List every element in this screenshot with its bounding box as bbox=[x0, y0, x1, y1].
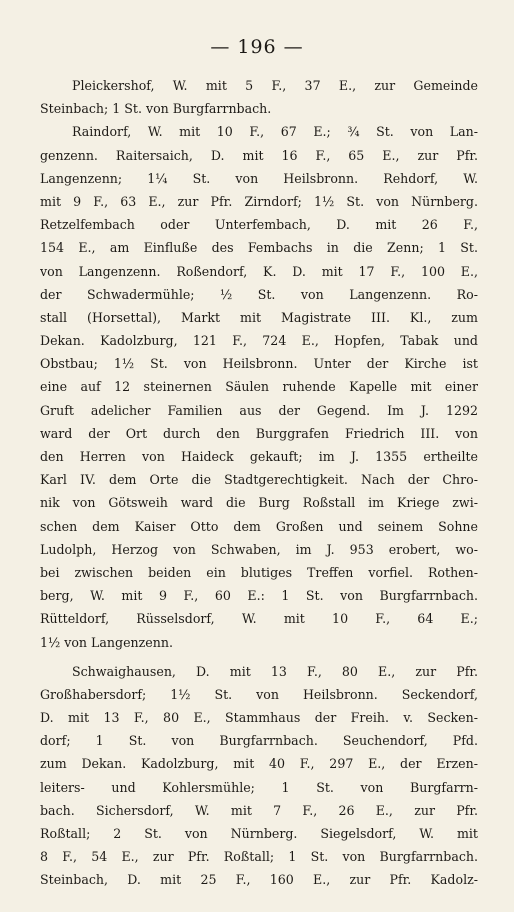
text-line: mit 9 F., 63 E., zur Pfr. Zirndorf; 1½ St. von Nürnberg. bbox=[40, 193, 478, 209]
text-line: genzenn. Raitersaich, D. mit 16 F., 65 E., zur Pfr. bbox=[40, 147, 478, 163]
page-number: — 196 — bbox=[210, 36, 304, 58]
text-line: Gruft adelicher Familien aus der Gegend. Im J. 1292 bbox=[40, 402, 478, 418]
text-line: berg, W. mit 9 F., 60 E.: 1 St. von Burgfarrnbach. bbox=[40, 588, 478, 604]
text-line: der Schwadermühle; ½ St. von Langenzenn. Ro- bbox=[40, 286, 478, 302]
text-line: Dekan. Kadolzburg, 121 F., 724 E., Hopfen, Tabak und bbox=[40, 333, 478, 349]
text-line: Steinbach, D. mit 25 F., 160 E., zur Pfr. Kadolz- bbox=[40, 872, 478, 888]
text-line: leiters- und Kohlersmühle; 1 St. von Burgfarrn- bbox=[40, 779, 478, 795]
text-line: Steinbach; 1 St. von Burgfarrnbach. bbox=[40, 101, 272, 117]
text-line: Ludolph, Herzog von Schwaben, im J. 953 erobert, wo- bbox=[40, 541, 478, 557]
text-line: bach. Sichersdorf, W. mit 7 F., 26 E., zur Pfr. bbox=[40, 802, 478, 818]
text-line: Großhabersdorf; 1½ St. von Heilsbronn. Seckendorf, bbox=[40, 686, 478, 702]
text-line: stall (Horsettal), Markt mit Magistrate III. Kl., zum bbox=[40, 309, 478, 325]
text-line: nik von Götsweih ward die Burg Roßstall im Kriege zwi- bbox=[40, 495, 478, 511]
text-line: Langenzenn; 1¼ St. von Heilsbronn. Rehdorf, W. bbox=[40, 170, 478, 186]
text-line: Obstbau; 1½ St. von Heilsbronn. Unter der Kirche ist bbox=[40, 356, 478, 372]
text-line: den Herren von Haideck gekauft; im J. 1355 ertheilte bbox=[40, 449, 478, 464]
text-line: schen dem Kaiser Otto dem Großen und seinem Sohne bbox=[40, 518, 478, 534]
text-line: Roßtall; 2 St. von Nürnberg. Siegelsdorf, W. mit bbox=[40, 826, 478, 841]
text-line: Raindorf, W. mit 10 F., 67 E.; ¾ St. von Lan- bbox=[72, 124, 478, 140]
text-line: Schwaighausen, D. mit 13 F., 80 E., zur Pfr. bbox=[72, 663, 478, 679]
text-line: bei zwischen beiden ein blutiges Treffen vorfiel. Rothen- bbox=[40, 564, 478, 580]
text-line: 8 F., 54 E., zur Pfr. Roßtall; 1 St. von Burgfarrnbach. bbox=[40, 849, 478, 865]
text-line: Karl IV. dem Orte die Stadtgerechtigkeit. Nach der Chro- bbox=[40, 472, 478, 488]
text-line: 154 E., am Einfluße des Fembachs in die Zenn; 1 St. bbox=[40, 240, 478, 256]
text-line: ward der Ort durch den Burggrafen Friedrich III. von bbox=[40, 425, 478, 441]
text-line: dorf; 1 St. von Burgfarrnbach. Seuchendorf, Pfd. bbox=[40, 733, 478, 749]
text-block bbox=[40, 74, 478, 892]
text-line: Pleickershof, W. mit 5 F., 37 E., zur Gemeinde bbox=[72, 78, 478, 93]
text-line: 1½ von Langenzenn. bbox=[40, 634, 173, 650]
text-line: von Langenzenn. Roßendorf, K. D. mit 17 F., 100 E., bbox=[40, 263, 478, 279]
text-line: Retzelfembach oder Unterfembach, D. mit 26 F., bbox=[40, 217, 478, 233]
text-line: zum Dekan. Kadolzburg, mit 40 F., 297 E., der Erzen- bbox=[40, 756, 478, 772]
text-line: Rütteldorf, Rüsselsdorf, W. mit 10 F., 64 E.; bbox=[40, 611, 478, 627]
text-line: D. mit 13 F., 80 E., Stammhaus der Freih. v. Secken- bbox=[40, 710, 478, 726]
text-line: eine auf 12 steinernen Säulen ruhende Kapelle mit einer bbox=[40, 379, 478, 395]
